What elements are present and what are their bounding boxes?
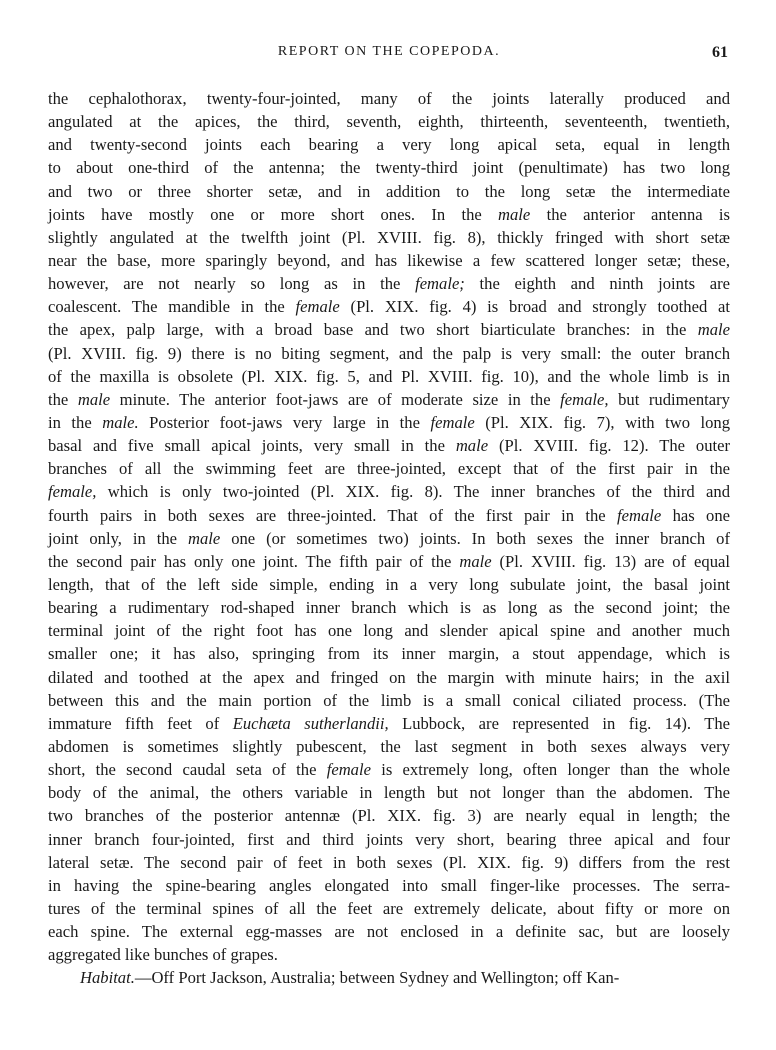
text-run: aggregated like bunches of grapes. [48, 945, 278, 965]
italic-text: male [455, 436, 489, 456]
text-run: tures of the terminal spines of all the feet are extremely delicate, about fifty or more on [48, 898, 730, 918]
text-run: one (or sometimes two) joints. In both sexes the inner branch of [220, 528, 730, 548]
text-run: inner branch four-jointed, first and third joints very short, bearing three apical and four [48, 829, 730, 849]
text-line [48, 110, 730, 133]
text-run: in having the spine-bearing angles elongated into small finger-like processes. The serra- [48, 875, 730, 895]
italic-text: female [326, 760, 371, 780]
running-title: REPORT ON THE COPEPODA. [277, 44, 501, 59]
text-line [48, 249, 730, 272]
text-line [48, 295, 730, 318]
text-line [48, 781, 730, 804]
italic-text: female [295, 297, 340, 317]
text-line [48, 874, 730, 897]
text-line [48, 966, 730, 989]
text-run: branches of all the swimming feet are three-jointed, except that of the first pair in the [48, 459, 730, 479]
text-line [48, 596, 730, 619]
text-run: —Off Port Jackson, Australia; between Sydney and Wellington; off Kan- [134, 968, 620, 988]
italic-text: male [77, 389, 111, 409]
text-run: near the base, more sparingly beyond, and has likewise a few scattered longer setæ; these, [48, 250, 730, 270]
text-line [48, 689, 730, 712]
text-line [48, 527, 730, 550]
text-run: (Pl. XVIII. fig. 12). The outer [488, 436, 730, 456]
text-line [48, 318, 730, 341]
text-run: (Pl. XVIII. fig. 9) there is no biting segment, and the palp is very small: the outer branch [48, 343, 730, 363]
body-text [48, 87, 730, 989]
text-run: terminal joint of the right foot has one long and slender apical spine and another much [48, 621, 730, 641]
text-line [48, 897, 730, 920]
italic-text: Euchæta sutherlandii, [232, 713, 389, 733]
text-line [48, 550, 730, 573]
text-run: basal and five small apical joints, very small in the [48, 436, 456, 456]
text-run: to about one-third of the antenna; the twenty-third joint (penultimate) has two long [48, 158, 730, 178]
italic-text: male. [102, 412, 139, 432]
text-line [48, 87, 730, 110]
text-run: Posterior foot-jaws very large in the [138, 412, 431, 432]
text-line [48, 573, 730, 596]
text-line [48, 133, 730, 156]
text-run: bearing a rudimentary rod-shaped inner branch which is as long as the second joint; the [48, 598, 730, 618]
italic-text: male [498, 204, 531, 224]
text-run: but rudimentary [608, 389, 730, 409]
italic-text: female, [560, 389, 609, 409]
text-run: fourth pairs in both sexes are three-jointed. That of the first pair in the [48, 505, 617, 525]
text-run: and two or three shorter setæ, and in addition to the long setæ the intermediate [48, 181, 730, 201]
text-run: has one [661, 505, 730, 525]
italic-text: female [430, 412, 475, 432]
text-run: length, that of the left side simple, ending in a very long subulate joint, the basal joint [48, 574, 730, 594]
text-line [48, 642, 730, 665]
text-run: abdomen is sometimes slightly pubescent, the last segment in both sexes always very [48, 736, 730, 756]
text-run: each spine. The external egg-masses are not enclosed in a definite sac, but are loosely [48, 922, 730, 942]
text-line [48, 943, 730, 966]
text-run: which is only two-jointed (Pl. XIX. fig. 8). The inner branches of the third and [96, 482, 730, 502]
text-line [48, 457, 730, 480]
text-line [48, 180, 730, 203]
italic-text: female; [415, 274, 465, 294]
text-run: minute. The anterior foot-jaws are of moderate size in the [110, 389, 561, 409]
italic-text: female [617, 505, 662, 525]
text-line [48, 804, 730, 827]
text-run: the apex, palp large, with a broad base and two short biarticulate branches: in the [48, 320, 698, 340]
text-line [48, 342, 730, 365]
text-line [48, 920, 730, 943]
page-header [48, 44, 730, 72]
text-line [48, 480, 730, 503]
text-line [48, 156, 730, 179]
text-run: Lubbock, are represented in fig. 14). The [388, 713, 730, 733]
text-run: joint only, in the [48, 528, 188, 548]
italic-text: male [459, 551, 492, 571]
text-line [48, 712, 730, 735]
text-line [48, 828, 730, 851]
text-run: (Pl. XIX. fig. 7), with two long [474, 412, 731, 432]
text-line [48, 226, 730, 249]
text-run: slightly angulated at the twelfth joint (Pl. XVIII. fig. 8), thickly fringed with short setæ [48, 227, 730, 247]
text-run: however, are not nearly so long as in the [48, 274, 416, 294]
text-run: immature fifth feet of [48, 713, 233, 733]
text-line [48, 735, 730, 758]
text-run: lateral setæ. The second pair of feet in both sexes (Pl. XIX. fig. 9) differs from the rest [48, 852, 730, 872]
text-run: body of the animal, the others variable in length but not longer than the abdomen. The [48, 783, 730, 803]
text-run: the anterior antenna is [530, 204, 730, 224]
text-run: (Pl. XIX. fig. 4) is broad and strongly toothed at [339, 297, 730, 317]
text-run: (Pl. XVIII. fig. 13) are of equal [491, 551, 730, 571]
text-line [48, 365, 730, 388]
text-run: two branches of the posterior antennæ (Pl. XIX. fig. 3) are nearly equal in length; the [48, 806, 730, 826]
text-run: between this and the main portion of the limb is a small conical ciliated process. (The [48, 690, 730, 710]
text-line [48, 203, 730, 226]
text-run: dilated and toothed at the apex and fringed on the margin with minute hairs; in the axil [48, 667, 730, 687]
text-run: short, the second caudal seta of the [48, 760, 327, 780]
text-line [48, 411, 730, 434]
text-run: angulated at the apices, the third, seventh, eighth, thirteenth, seventeenth, twentieth, [48, 112, 730, 132]
italic-text: male [187, 528, 221, 548]
text-run: and twenty-second joints each bearing a very long apical seta, equal in length [48, 135, 730, 155]
text-line [48, 388, 730, 411]
text-run: of the maxilla is obsolete (Pl. XIX. fig. 5, and Pl. XVIII. fig. 10), and the whole limb is in [48, 366, 730, 386]
text-line [48, 504, 730, 527]
text-run: joints have mostly one or more short ones. In the [48, 204, 499, 224]
italic-text: Habitat. [80, 968, 135, 988]
italic-text: male [697, 320, 730, 340]
text-run: coalescent. The mandible in the [48, 297, 296, 317]
text-run: in the [48, 412, 103, 432]
text-run: is extremely long, often longer than the whole [370, 760, 730, 780]
text-run: the [48, 389, 78, 409]
page-number: 61 [712, 44, 728, 61]
text-line [48, 666, 730, 689]
text-line [48, 434, 730, 457]
text-line [48, 619, 730, 642]
italic-text: female, [48, 482, 97, 502]
text-run: smaller one; it has also, springing from its inner margin, a stout appendage, which is [48, 644, 730, 664]
text-run: the cephalothorax, twenty-four-jointed, many of the joints laterally produced and [48, 89, 730, 108]
text-line [48, 851, 730, 874]
text-line [48, 272, 730, 295]
text-run: the eighth and ninth joints are [464, 274, 730, 294]
text-line [48, 758, 730, 781]
text-run: the second pair has only one joint. The fifth pair of the [48, 551, 460, 571]
